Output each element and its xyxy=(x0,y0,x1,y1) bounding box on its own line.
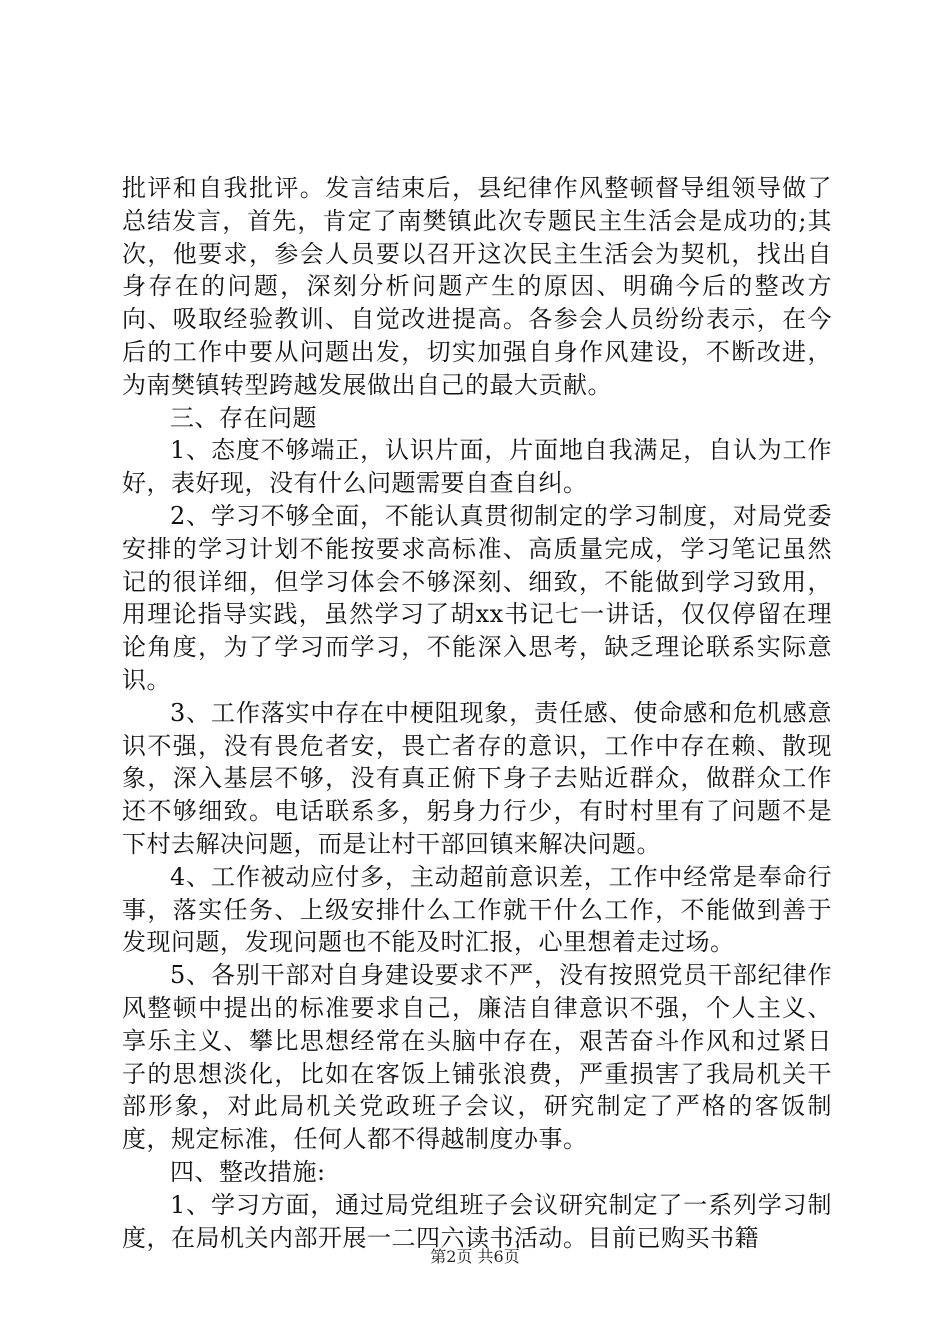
paragraph-continuation: 批评和自我批评。发言结束后，县纪律作风整顿督导组领导做了总结发言，首先，肯定了南樊镇此次专题民主生活会是成功的;其次，他要求，参会人员要以召开这次民主生活会为契机，找出自身存在的问题，深刻分析问题产生的原因、明确今后的整改方向、吸取经验教训、自觉改进提高。各参会人员纷纷表示，在今后的工作中要从问题出发，切实加强自身作风建设，不断改进，为南樊镇转型跨越发展做出自己的最大贡献。 xyxy=(122,174,832,399)
paragraph-measure-1: 1、学习方面，通过局党组班子会议研究制定了一系列学习制度，在局机关内部开展一二四六读书活动。目前已购买书籍 xyxy=(122,1190,832,1252)
paragraph-problem-4: 4、工作被动应付多，主动超前意识差，工作中经常是奉命行事，落实任务、上级安排什么工作就干什么工作，不能做到善于发现问题，发现问题也不能及时汇报，心里想着走过场。 xyxy=(122,862,832,957)
document-body xyxy=(122,172,832,1254)
section-heading-measures: 四、整改措施: xyxy=(170,1157,326,1186)
page-number-footer: 第2页 共6页 xyxy=(430,1247,520,1266)
paragraph-problem-3: 3、工作落实中存在中梗阻现象，责任感、使命感和危机感意识不强，没有畏危者安，畏亡者存的意识，工作中存在赖、散现象，深入基层不够，没有真正俯下身子去贴近群众，做群众工作还不够细致。电话联系多，躬身力行少，有时村里有了问题不是下村去解决问题，而是让村干部回镇来解决问题。 xyxy=(122,698,832,858)
section-heading-problems: 三、存在问题 xyxy=(170,403,317,432)
paragraph-problem-2: 2、学习不够全面，不能认真贯彻制定的学习制度，对局党委安排的学习计划不能按要求高标准、高质量完成，学习笔记虽然记的很详细，但学习体会不够深刻、细致，不能做到学习致用，用理论指导实践，虽然学习了胡xx书记七一讲话，仅仅停留在理论角度，为了学习而学习，不能深入思考，缺乏理论联系实际意识。 xyxy=(122,501,832,694)
paragraph-problem-5: 5、各别干部对自身建设要求不严，没有按照党员干部纪律作风整顿中提出的标准要求自己，廉洁自律意识不强，个人主义、享乐主义、攀比思想经常在头脑中存在，艰苦奋斗作风和过紧日子的思想淡化，比如在客饭上铺张浪费，严重损害了我局机关干部形象，对此局机关党政班子会议，研究制定了严格的客饭制度，规定标准，任何人都不得越制度办事。 xyxy=(122,961,832,1154)
paragraph-problem-1: 1、态度不够端正，认识片面，片面地自我满足，自认为工作好，表好现，没有什么问题需要自查自纠。 xyxy=(122,436,832,498)
